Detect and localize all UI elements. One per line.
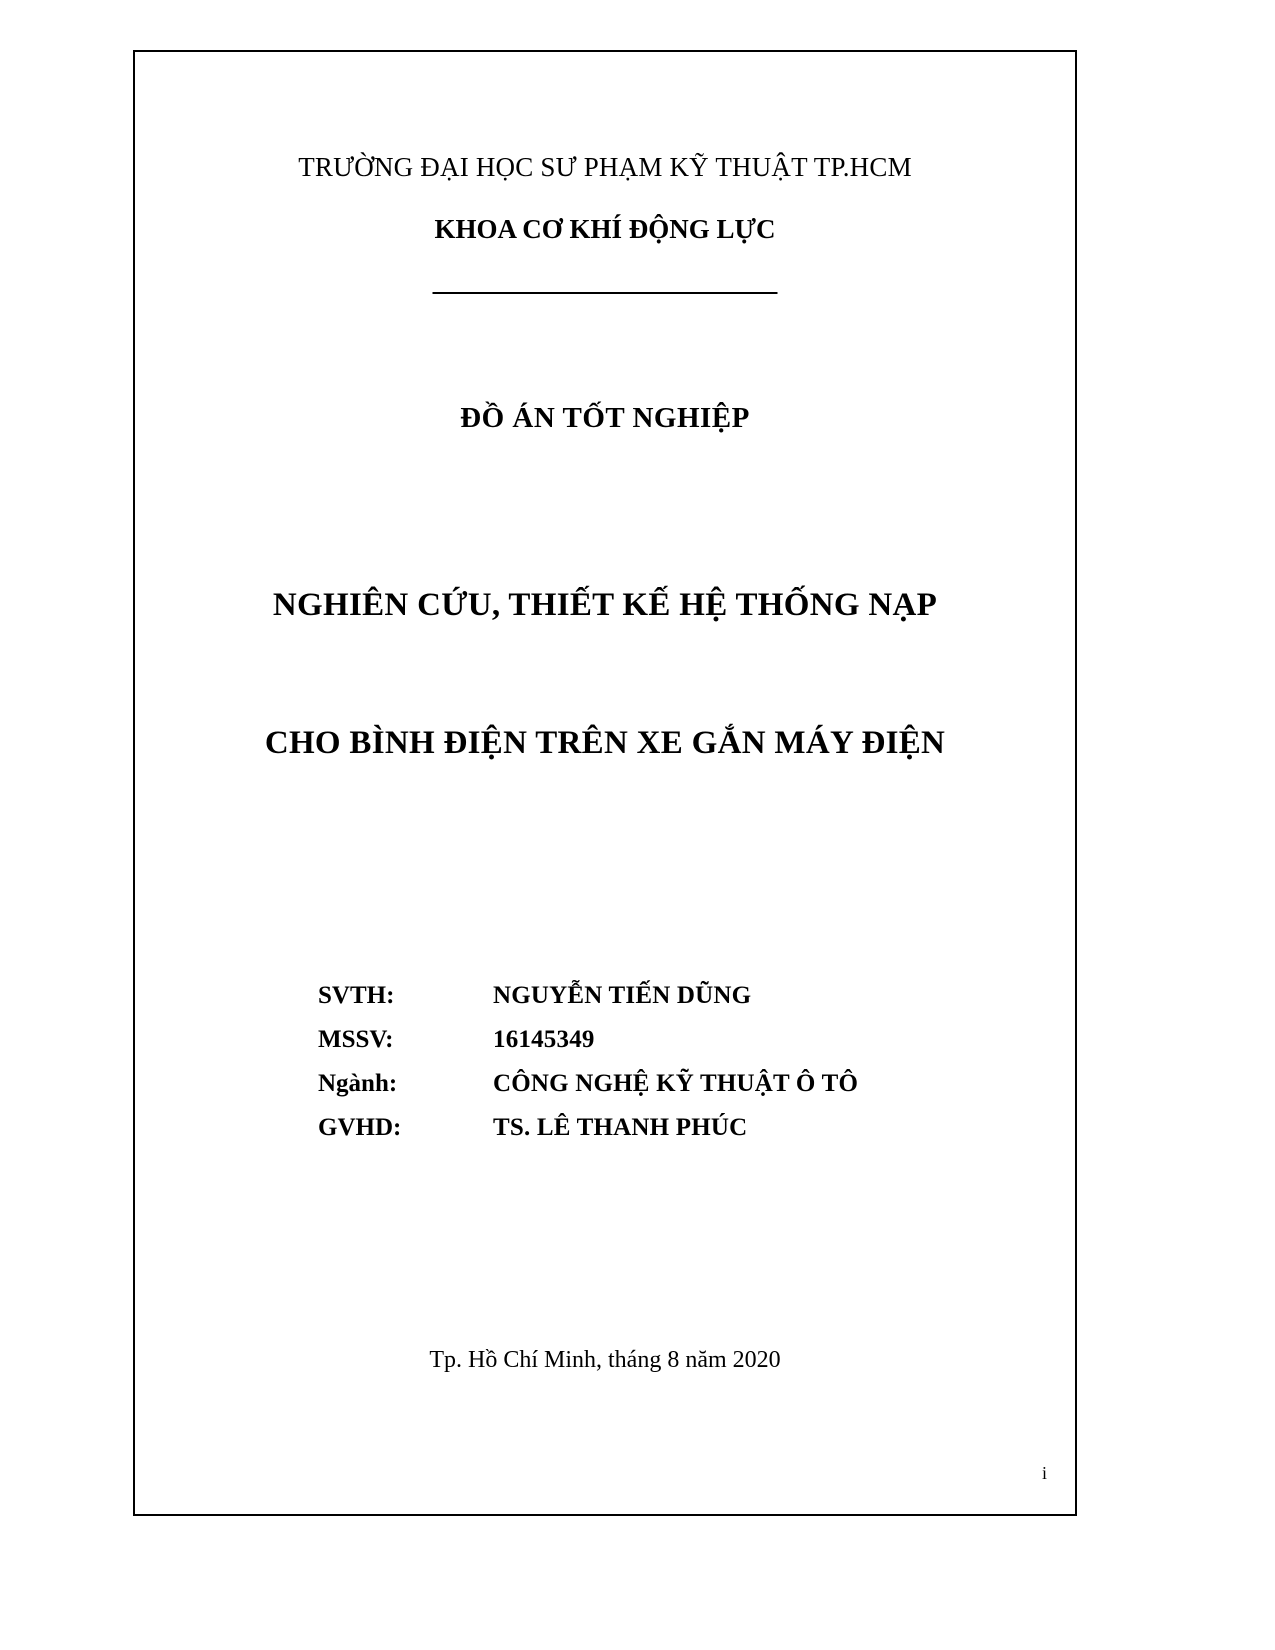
info-row-mssv <box>318 1026 958 1054</box>
university-name: TRƯỜNG ĐẠI HỌC SƯ PHẠM KỸ THUẬT TP.HCM <box>298 152 912 182</box>
document-page <box>133 50 1077 1516</box>
page-number: i <box>1041 1463 1047 1483</box>
info-value-svth: NGUYỄN TIẾN DŨNG <box>493 982 752 1009</box>
info-row-gvhd <box>318 1114 958 1142</box>
thesis-title-line-1: NGHIÊN CỨU, THIẾT KẾ HỆ THỐNG NẠP <box>272 587 938 623</box>
thesis-title-line-2: CHO BÌNH ĐIỆN TRÊN XE GẮN MÁY ĐIỆN <box>264 725 946 761</box>
faculty-name: KHOA CƠ KHÍ ĐỘNG LỰC <box>434 214 776 244</box>
document-type: ĐỒ ÁN TỐT NGHIỆP <box>460 402 750 434</box>
info-label-nganh: Ngành: <box>318 1070 398 1097</box>
info-value-gvhd: TS. LÊ THANH PHÚC <box>493 1114 748 1141</box>
place-and-date: Tp. Hồ Chí Minh, tháng 8 năm 2020 <box>429 1347 781 1373</box>
info-label-mssv: MSSV: <box>318 1026 394 1053</box>
info-row-nganh <box>318 1070 958 1098</box>
horizontal-divider <box>433 292 778 294</box>
info-row-svth <box>318 982 958 1010</box>
info-label-svth: SVTH: <box>318 982 395 1009</box>
info-label-gvhd: GVHD: <box>318 1114 402 1141</box>
author-info-block <box>318 982 958 1158</box>
info-value-mssv: 16145349 <box>493 1026 595 1053</box>
info-value-nganh: CÔNG NGHỆ KỸ THUẬT Ô TÔ <box>493 1070 859 1097</box>
